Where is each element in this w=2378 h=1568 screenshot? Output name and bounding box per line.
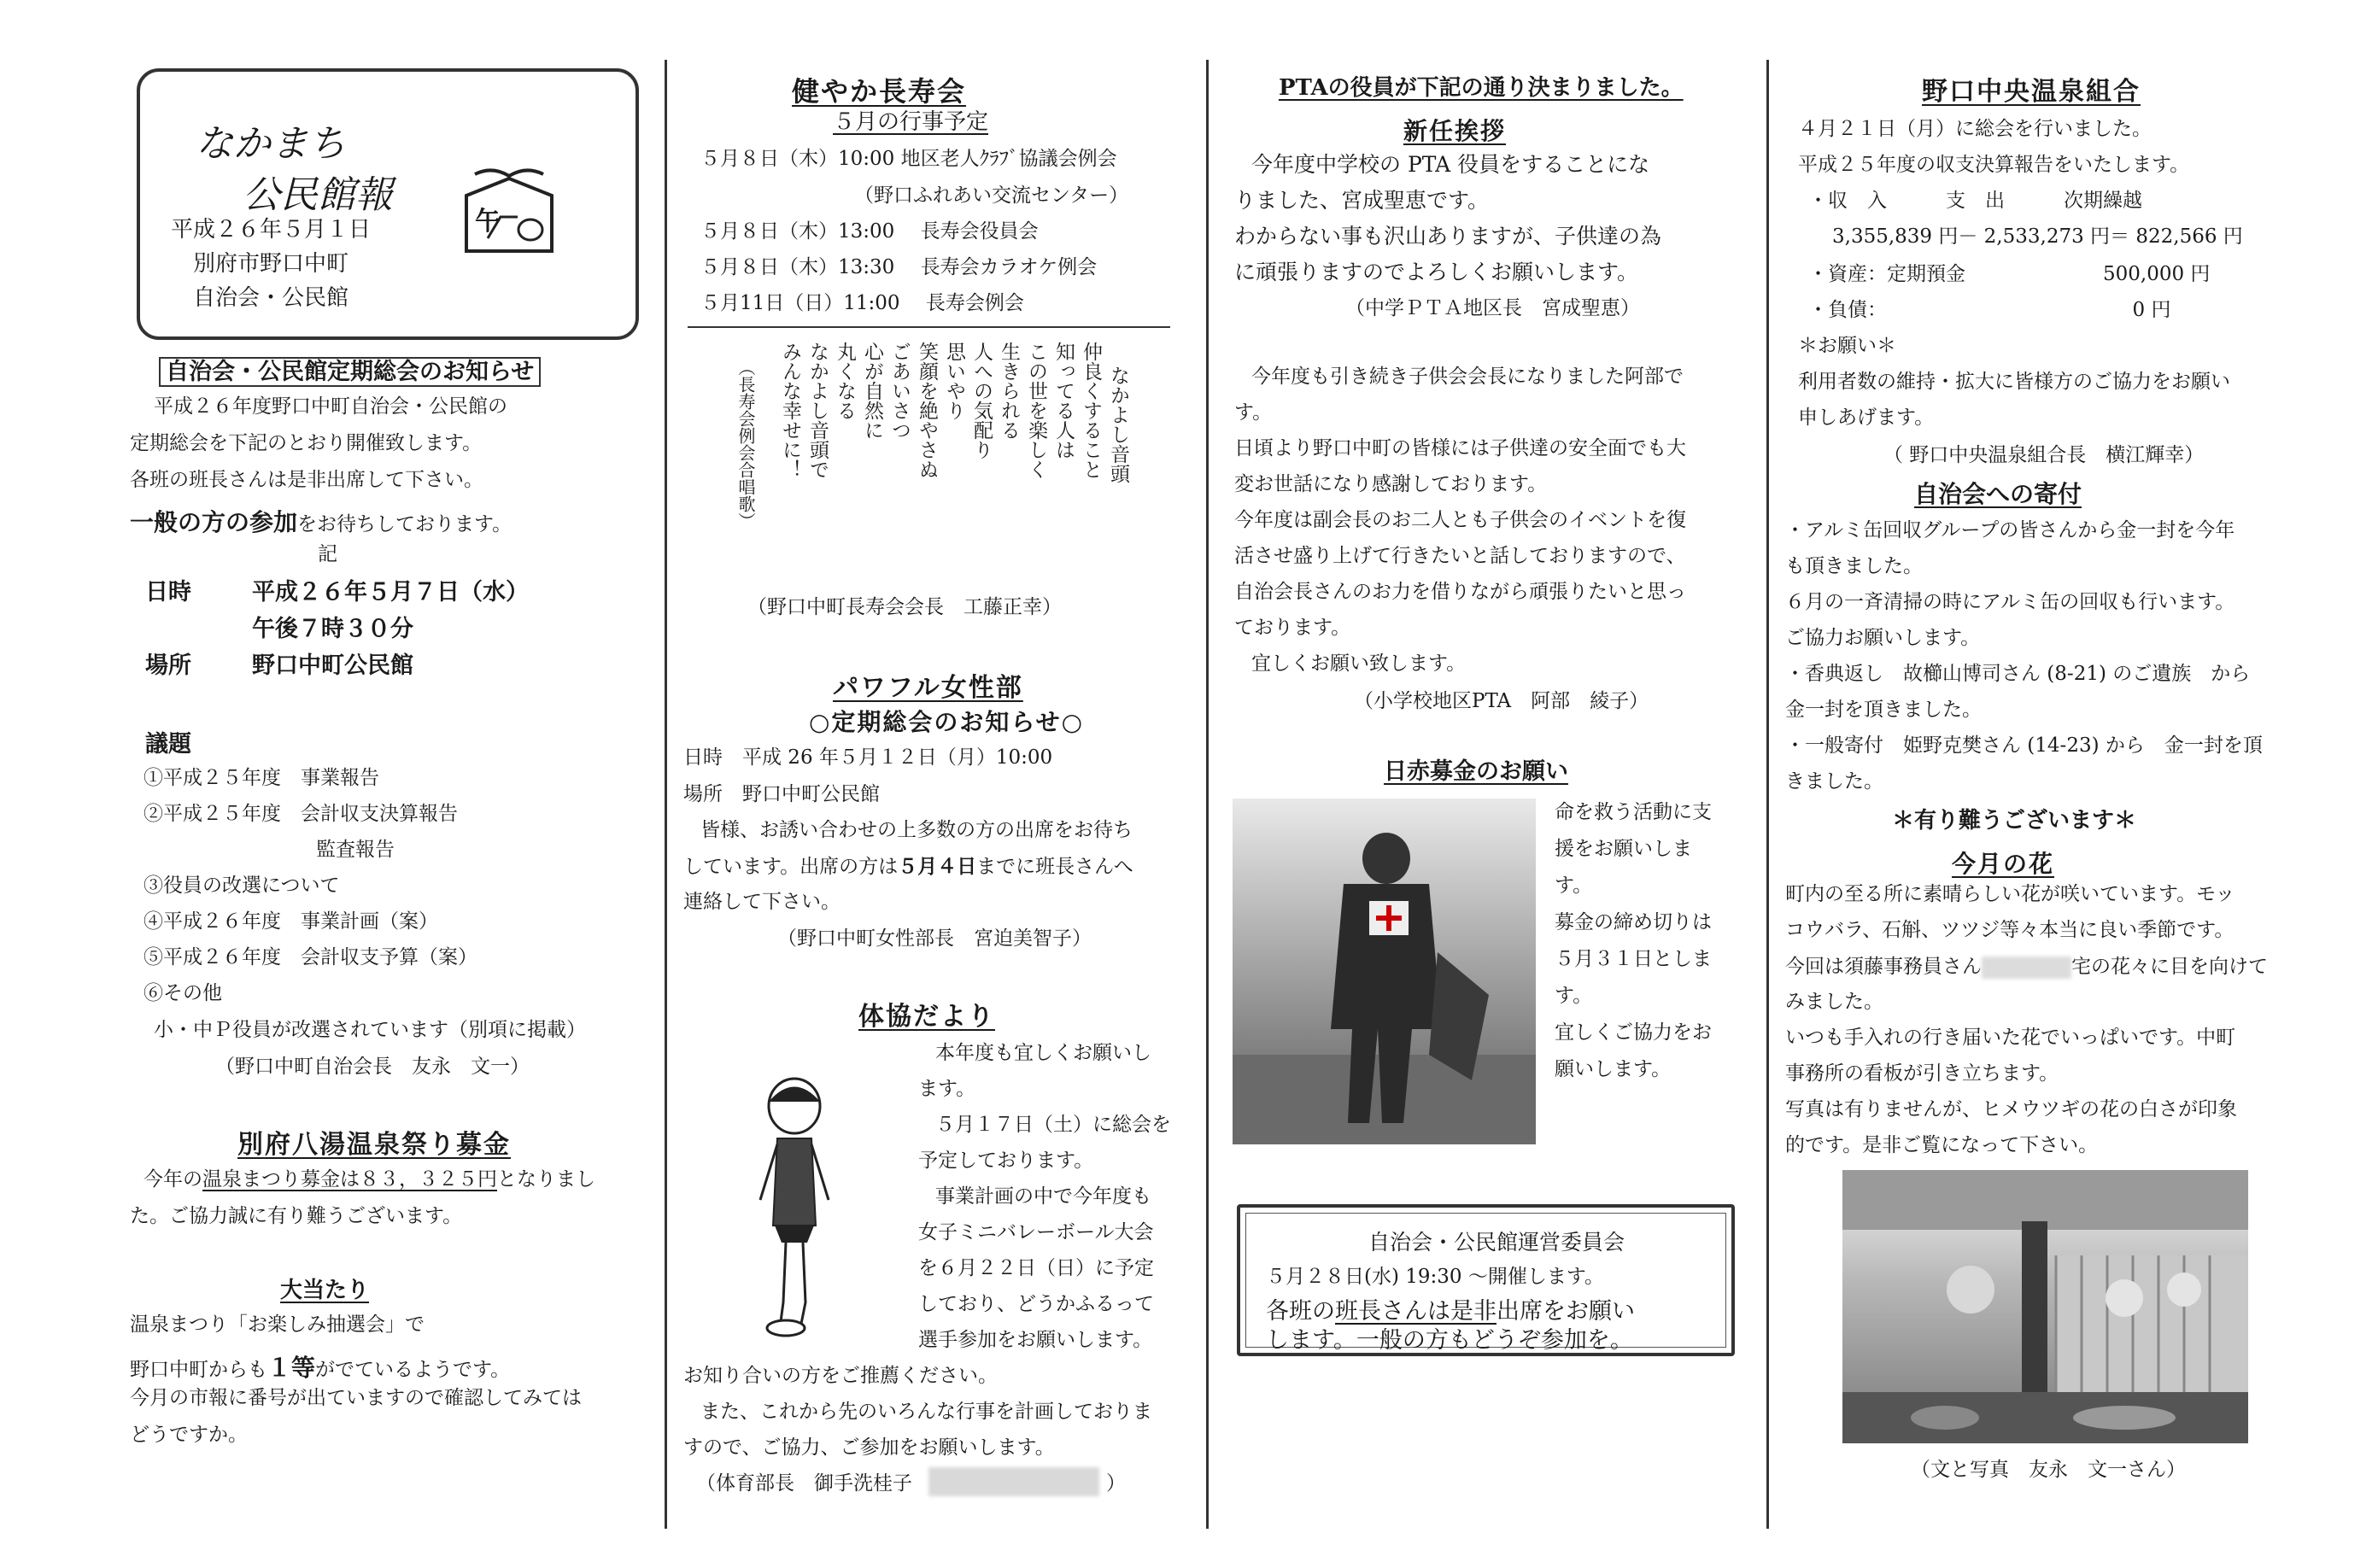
column-4 xyxy=(1781,51,2302,1537)
agenda-item: 監査報告 xyxy=(316,839,395,861)
volleyball-player-icon xyxy=(747,1072,841,1354)
donation-line: ・香典返し 故櫛山博司さん (8-21) のご遺族 から xyxy=(1785,663,2251,685)
pta-p3: わからない事も沢山ありますが、子供達の為 xyxy=(1234,224,1662,249)
meeting-p3: 各班の班長さんは是非出席して下さい。 xyxy=(130,469,483,491)
redcross-line: 援をお願いしま xyxy=(1555,838,1692,860)
pta-q-line: ております。 xyxy=(1234,617,1351,639)
redacted-block xyxy=(928,1467,1099,1496)
flower-l8: 的です。是非ご覧になって下さい。 xyxy=(1785,1134,2099,1156)
choju-sub: ５月の行事予定 xyxy=(833,109,989,135)
taikyo-line: 予定しております。 xyxy=(918,1150,1094,1172)
pta-q-line: 活させ盛り上げて行きたいと話しておりますので、 xyxy=(1234,545,1686,567)
column-2 xyxy=(679,51,1179,1537)
committee-l2-highlight: 班長さんは是非 xyxy=(1335,1298,1496,1325)
kumiai-r1: 利用者数の維持・拡大に皆様方のご協力をお願い xyxy=(1798,371,2230,393)
poem-line: 心が自然に xyxy=(861,342,883,440)
flower-l5: いつも手入れの行き届いた花でいっぱいです。中町 xyxy=(1785,1027,2236,1049)
pta-q-line: 今年度は副会長のお二人とも子供会のイベントを復 xyxy=(1234,509,1686,531)
column-divider xyxy=(1766,60,1769,1529)
agenda-item: ⑤平成２６年度 会計収支予算（案） xyxy=(144,946,477,968)
flower-l6: 事務所の看板が引き立ちます。 xyxy=(1785,1062,2059,1085)
flower-caption: （文と写真 友永 文一さん） xyxy=(1911,1459,2186,1481)
poem-line: ごあいさつ xyxy=(888,342,911,440)
masthead-title-2: 公民館報 xyxy=(243,173,393,217)
donation-line: ・アルミ缶回収グループの皆さんから金一封を今年 xyxy=(1785,519,2235,541)
taikyo-line: ます。 xyxy=(918,1078,976,1100)
atari-p4: どうですか。 xyxy=(130,1424,248,1446)
horse-ema-icon xyxy=(458,166,560,260)
masthead-date: 平成２６年５月１日 xyxy=(171,217,372,243)
committee-l1: ５月２８日(水) 19:30 ～開催します。 xyxy=(1266,1266,1605,1288)
poem-line: 人への気配り xyxy=(970,342,993,459)
emblem-text: 午 xyxy=(475,207,501,237)
donation-line: ６月の一斉清掃の時にアルミ缶の回収も行います。 xyxy=(1785,591,2235,613)
poem-line: みんな幸せに！ xyxy=(779,342,801,479)
women-p1: 皆様、お誘い合わせの上多数の方の出席をお待ち xyxy=(700,819,1133,841)
pta-q-line: 日頃より野口中町の皆様には子供達の安全面でも大 xyxy=(1234,437,1686,459)
redcross-line: ５月３１日としま xyxy=(1555,948,1712,970)
flower-heading: 今月の花 xyxy=(1952,850,2055,878)
pta-sign-2: （小学校地区PTA 阿部 綾子） xyxy=(1354,690,1649,712)
women-p2-bold: ５月４日 xyxy=(898,855,977,878)
donation-line: も頂きました。 xyxy=(1785,555,1923,577)
poem-line: 知ってる人は xyxy=(1052,342,1075,459)
kumiai-p2: 平成２５年度の収支決算報告をいたします。 xyxy=(1798,154,2190,176)
meeting-p2: 定期総会を下記のとおり開催致します。 xyxy=(130,432,483,454)
column-3 xyxy=(1226,51,1755,1537)
meeting-heading: 自治会・公民館定期総会のお知らせ xyxy=(159,357,541,387)
redacted-block xyxy=(1982,957,2071,979)
redcross-heading: 日赤募金のお願い xyxy=(1384,758,1568,785)
poem-line: なかよし音頭 xyxy=(1107,366,1129,483)
flower-l7: 写真は有りませんが、ヒメウツギの花の白さが印象 xyxy=(1785,1098,2237,1120)
onsen-p2: た。ご協力誠に有り難うございます。 xyxy=(130,1205,463,1227)
kumiai-fin-values: 3,355,839 円－ 2,533,273 円＝ 822,566 円 xyxy=(1832,225,2243,248)
pta-q-line: 今年度も引き続き子供会会長になりました阿部で xyxy=(1251,366,1684,388)
onsen-heading: 別府八湯温泉祭り募金 xyxy=(237,1130,511,1160)
poem-line: 思いやり xyxy=(943,342,965,420)
redcross-line: 願いします。 xyxy=(1555,1058,1672,1080)
atari-heading: 大当たり xyxy=(280,1278,370,1303)
donation-heading: 自治会への寄付 xyxy=(1914,480,2082,508)
committee-title: 自治会・公民館運営委員会 xyxy=(1368,1230,1625,1255)
poem-line: 仲良くすること xyxy=(1080,342,1102,479)
agenda-item: ③役員の改選について xyxy=(144,875,340,897)
committee-l2 xyxy=(1266,1300,1635,1323)
poem-line: 笑顔を絶やさぬ xyxy=(916,342,938,479)
meeting-p4-rest: をお待ちしております。 xyxy=(297,513,512,535)
poem-line: この世を楽しく xyxy=(1025,342,1047,479)
donation-thanks: ＊有り難うございます＊ xyxy=(1892,808,2137,834)
taikyo-line: 女子ミニバレーボール大会 xyxy=(918,1221,1154,1243)
taikyo-l3: また、これから先のいろんな行事を計画しておりま xyxy=(700,1401,1152,1423)
agenda-item: ⑥その他 xyxy=(144,982,222,1004)
meeting-ki: 記 xyxy=(318,543,337,565)
poem-line: なかよし音頭で xyxy=(806,342,829,479)
atari-p2c: がでているようです。 xyxy=(315,1359,511,1381)
meeting-time-value: 午後７時３０分 xyxy=(252,616,413,642)
meeting-p4-bold: 一般の方の参加 xyxy=(130,508,298,536)
redcross-line: 宜しくご協力をお xyxy=(1555,1021,1712,1044)
pta-q-line: 変お世話になり感謝しております。 xyxy=(1234,473,1548,495)
choju-event: ５月８日（木）13:30 長寿会カラオケ例会 xyxy=(700,256,1098,278)
flower-l2: コウバラ、石斛、ツツジ等々本当に良い季節です。 xyxy=(1785,919,2234,941)
pta-q-line: 自治会長さんのお力を借りながら頑張りたいと思っ xyxy=(1234,581,1686,603)
committee-l2a: 各班の xyxy=(1266,1298,1335,1325)
taikyo-line: 本年度も宜しくお願いし xyxy=(935,1042,1151,1064)
kumiai-p1: ４月２１日（月）に総会を行いました。 xyxy=(1798,118,2152,140)
atari-p2-bold: １等 xyxy=(267,1354,316,1382)
flower-l3 xyxy=(1785,957,2268,979)
masthead-box xyxy=(137,68,639,340)
flower-l1: 町内の至る所に素晴らしい花が咲いています。モッ xyxy=(1785,883,2235,905)
meeting-p1: 平成２６年度野口中町自治会・公民館の xyxy=(154,395,507,418)
redcross-line: す。 xyxy=(1555,875,1593,897)
pta-q-line: す。 xyxy=(1234,401,1273,424)
redcross-line: 命を救う活動に支 xyxy=(1555,801,1712,823)
poem-block xyxy=(730,342,1132,564)
atari-p3: 今月の市報に番号が出ていますので確認してみては xyxy=(130,1387,582,1409)
kumiai-asset: ・資産：定期預金 500,000 円 xyxy=(1808,263,2211,285)
women-sign: （野口中町女性部長 宮迫美智子） xyxy=(777,927,1092,950)
donation-line: きました。 xyxy=(1785,770,1883,793)
meeting-date-label: 日時 xyxy=(145,579,191,606)
kumiai-sign: （ 野口中央温泉組合長 横江輝幸） xyxy=(1883,444,2205,466)
women-p2 xyxy=(683,857,1133,877)
meeting-date-value: 平成２６年５月７日（水） xyxy=(252,579,529,606)
atari-p2a: 野口中町からも xyxy=(130,1359,267,1381)
masthead-org: 自治会・公民館 xyxy=(193,285,349,311)
meeting-note: 小・中Ｐ役員が改選されています（別項に掲載） xyxy=(154,1019,586,1041)
onsen-p1-highlight: 温泉まつり募金は８３，３２５円 xyxy=(202,1168,497,1191)
kumiai-debt: ・負債： 0 円 xyxy=(1808,299,2171,321)
women-place: 場所 野口中町公民館 xyxy=(683,783,880,805)
women-p3: 連絡して下さい。 xyxy=(683,891,840,913)
taikyo-l4: すので、ご協力、ご参加をお願いします。 xyxy=(683,1436,1055,1459)
masthead-title-1: なかまち xyxy=(196,122,346,166)
kumiai-fin-head: ・収 入 支 出 次期繰越 xyxy=(1808,190,2142,212)
choju-heading: 健やか長寿会 xyxy=(792,75,967,108)
garden-photo xyxy=(1842,1170,2248,1443)
choju-divider xyxy=(688,326,1170,328)
choju-event: ５月８日（木）10:00 地区老人ｸﾗﾌﾞ協議会例会 xyxy=(700,148,1117,170)
taikyo-sign: （体育部長 御手洗桂子 xyxy=(696,1472,912,1495)
poem-line: 生きられる xyxy=(998,342,1020,440)
taikyo-line: しており、どうかふるって xyxy=(918,1293,1154,1315)
column-divider xyxy=(1206,60,1209,1529)
pta-q-line: 宜しくお願い致します。 xyxy=(1251,652,1467,675)
donation-line: ご協力お願いします。 xyxy=(1785,627,1981,649)
women-heading: パワフル女性部 xyxy=(833,673,1023,703)
donation-line: 金一封を頂きました。 xyxy=(1785,699,1982,721)
donation-line: ・一般寄付 姫野克樊さん (14-23) から 金一封を頂 xyxy=(1785,734,2263,757)
pta-heading: PTAの役員が下記の通り決まりました。 xyxy=(1279,75,1684,101)
kumiai-heading: 野口中央温泉組合 xyxy=(1922,77,2141,107)
women-p2c: までに班長さんへ xyxy=(976,856,1133,878)
pta-sub: 新任挨拶 xyxy=(1403,117,1507,145)
poem-line: 丸くなる xyxy=(834,342,856,420)
atari-p2 xyxy=(130,1349,510,1384)
kumiai-request: ＊お願い＊ xyxy=(1798,335,1896,357)
flower-l3a: 今回は須藤事務員さん xyxy=(1785,956,1982,978)
column-1 xyxy=(128,51,649,1537)
meeting-p4 xyxy=(130,504,512,538)
committee-l2c: 出席をお願い xyxy=(1496,1298,1635,1325)
women-sub: ○定期総会のお知らせ○ xyxy=(809,708,1085,736)
flower-l4: みました。 xyxy=(1785,991,1883,1013)
choju-sign: （野口中町長寿会会長 工藤正幸） xyxy=(747,596,1062,618)
pta-p1: 今年度中学校の PTA 役員をすることにな xyxy=(1251,152,1650,177)
redcross-line: す。 xyxy=(1555,985,1593,1007)
pta-p2: りました、宮成聖恵です。 xyxy=(1234,188,1490,213)
pta-sign-1: （中学ＰＴＡ地区長 宮成聖恵） xyxy=(1345,297,1640,319)
women-p2a: しています。出席の方は xyxy=(683,856,899,878)
red-cross-worker-photo xyxy=(1233,799,1536,1144)
redcross-line: 募金の締め切りは xyxy=(1555,911,1712,933)
committee-l3: します。一般の方もどうぞ参加を。 xyxy=(1266,1327,1633,1354)
taikyo-sign-end: ） xyxy=(1106,1472,1126,1495)
meeting-place-value: 野口中町公民館 xyxy=(252,652,413,679)
choju-event-venue: （野口ふれあい交流センター） xyxy=(854,184,1129,207)
women-date: 日時 平成 26 年５月１２日（月）10:00 xyxy=(683,746,1053,769)
agenda-item: ④平成２６年度 事業計画（案） xyxy=(144,910,438,933)
taikyo-heading: 体協だより xyxy=(858,1002,995,1032)
committee-box xyxy=(1237,1204,1735,1356)
meeting-place-label: 場所 xyxy=(145,652,191,679)
meeting-sign: （野口中町自治会長 友永 文一） xyxy=(215,1056,530,1078)
taikyo-line: ５月１７日（土）に総会を xyxy=(935,1114,1171,1136)
taikyo-line: 事業計画の中で今年度も xyxy=(935,1185,1151,1208)
taikyo-line: を６月２２日（日）に予定 xyxy=(918,1257,1154,1279)
pta-p4: に頑張りますのでよろしくお願いします。 xyxy=(1234,260,1639,284)
choju-event: ５月８日（木）13:00 長寿会役員会 xyxy=(700,220,1039,243)
column-divider xyxy=(665,60,667,1529)
masthead-town: 別府市野口中町 xyxy=(193,251,349,277)
onsen-p1c: となりまし xyxy=(497,1168,595,1191)
agenda-item: ①平成２５年度 事業報告 xyxy=(144,767,379,789)
choju-event: ５月11日（日）11:00 長寿会例会 xyxy=(700,292,1024,314)
poem-note: （長寿会例会合唱歌） xyxy=(735,359,756,529)
agenda-label: 議題 xyxy=(145,731,191,758)
onsen-p1 xyxy=(144,1170,595,1190)
kumiai-r2: 申しあげます。 xyxy=(1798,407,1935,429)
taikyo-l2: お知り合いの方をご推薦ください。 xyxy=(683,1365,998,1387)
taikyo-line: 選手参加をお願いします。 xyxy=(918,1329,1153,1351)
atari-p1: 温泉まつり「お楽しみ抽選会」で xyxy=(130,1313,425,1336)
onsen-p1a: 今年の xyxy=(144,1168,202,1191)
flower-l3b: 宅の花々に目を向けて xyxy=(2071,956,2268,978)
agenda-item: ②平成２５年度 会計収支決算報告 xyxy=(144,803,458,825)
